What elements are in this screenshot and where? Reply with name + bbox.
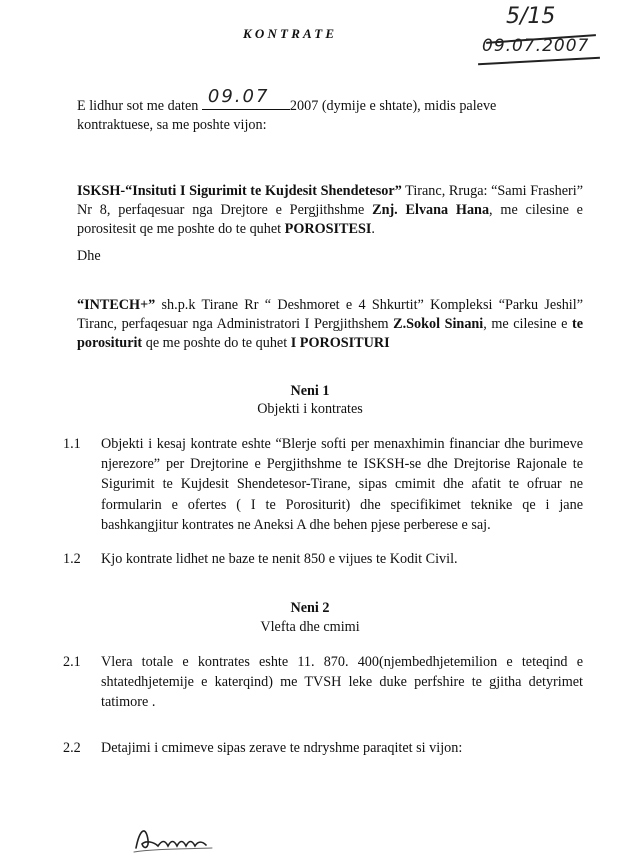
party-one-address: Tiranc, Rruga: “Sami Frasheri” Nr 8, perfaqesuar nga Drejtore e Pergjithshme bbox=[77, 183, 583, 219]
intro-paragraph bbox=[77, 86, 583, 135]
article-1-item-1-number: 1.1 bbox=[63, 436, 81, 452]
handwritten-reference-number: 5/15 bbox=[506, 4, 556, 29]
intro-text-line2: kontraktuese, sa me poshte vijon: bbox=[77, 117, 267, 134]
article-2-item-2-text: Detajimi i cmimeve sipas zerave te ndryshme paraqitet si vijon: bbox=[101, 740, 463, 756]
party-two-address: sh.p.k Tirane Rr “ Deshmoret e 4 Shkurtit” Kompleksi “Parku Jeshil” Tiranc, perfaqesuar nga Administratori I Pergjithshem bbox=[77, 297, 583, 333]
article-2-item-1-number: 2.1 bbox=[63, 654, 81, 670]
intro-text-end: 2007 (dymije e shtate), midis paleve bbox=[289, 98, 497, 114]
party-two-name: “INTECH+” bbox=[77, 297, 156, 313]
article-2-item-1-text: Vlera totale e kontrates eshte 11. 870. 400(njembedhjetemilion e teteqind e shtatedhjetemije e katerqind) me TVSH leke duke perfshire te gjitha detyrimet tatimore . bbox=[101, 654, 583, 711]
party-two-representative: Z.Sokol Sinani bbox=[393, 316, 484, 333]
article-1-item-2-number: 1.2 bbox=[63, 551, 81, 567]
handwritten-day-month: 09.07 bbox=[207, 86, 270, 107]
article-1-item-1-text: Objekti i kesaj kontrate eshte “Blerje softi per menaxhimin financiar dhe burimeve njerezore” per Drejtorine e Pergjithshme te ISKSH-se dhe Drejtorise Rajonale te Sigurimit te Kujdesit Shendetesor-Tirane, sipas cmimit dhe afatit te ofruar ne formularin e ofertes ( I te Porositurit) dhe specifikimet teknike qe i jane bashkangjitur kontrates ne Aneksi A dhe behen pjese perberese e saj. bbox=[101, 436, 583, 533]
party-one-role-text: , me cilesine e porositesit qe me poshte do te quhet bbox=[77, 202, 583, 238]
party-two-role-text2: qe me poshte do te quhet bbox=[142, 335, 291, 352]
party-one-representative: Znj. Elvana Hana bbox=[372, 202, 490, 219]
handwritten-date: 09.07.2007 bbox=[482, 36, 590, 56]
document-title: KONTRATE bbox=[243, 26, 338, 41]
article-1-heading: Neni 1 bbox=[290, 383, 330, 399]
party-two-role: I POROSITURI bbox=[290, 335, 390, 352]
article-1-subheading: Objekti i kontrates bbox=[257, 401, 363, 417]
party-one-paragraph bbox=[77, 182, 583, 240]
party-two-role-text: , me cilesine e bbox=[483, 316, 572, 333]
party-two-paragraph bbox=[77, 296, 583, 354]
party-one-name: ISKSH-“Insituti I Sigurimit te Kujdesit Shendetesor” bbox=[77, 183, 402, 199]
article-2-subheading: Vlefta dhe cmimi bbox=[260, 619, 360, 635]
conjunction: Dhe bbox=[77, 248, 101, 264]
party-two-role-prefix: te porositurit bbox=[77, 316, 583, 352]
signature bbox=[132, 818, 222, 858]
article-2-heading: Neni 2 bbox=[290, 600, 330, 616]
article-2-item-2-number: 2.2 bbox=[63, 740, 81, 756]
party-one-role: POROSITESI bbox=[284, 221, 372, 238]
date-blank bbox=[202, 86, 290, 110]
intro-text-start: E lidhur sot me daten bbox=[77, 98, 199, 114]
party-one-end: . bbox=[371, 221, 375, 238]
handwritten-date-underline bbox=[478, 57, 600, 65]
article-1-item-2-text: Kjo kontrate lidhet ne baze te nenit 850 e vijues te Kodit Civil. bbox=[101, 551, 458, 567]
